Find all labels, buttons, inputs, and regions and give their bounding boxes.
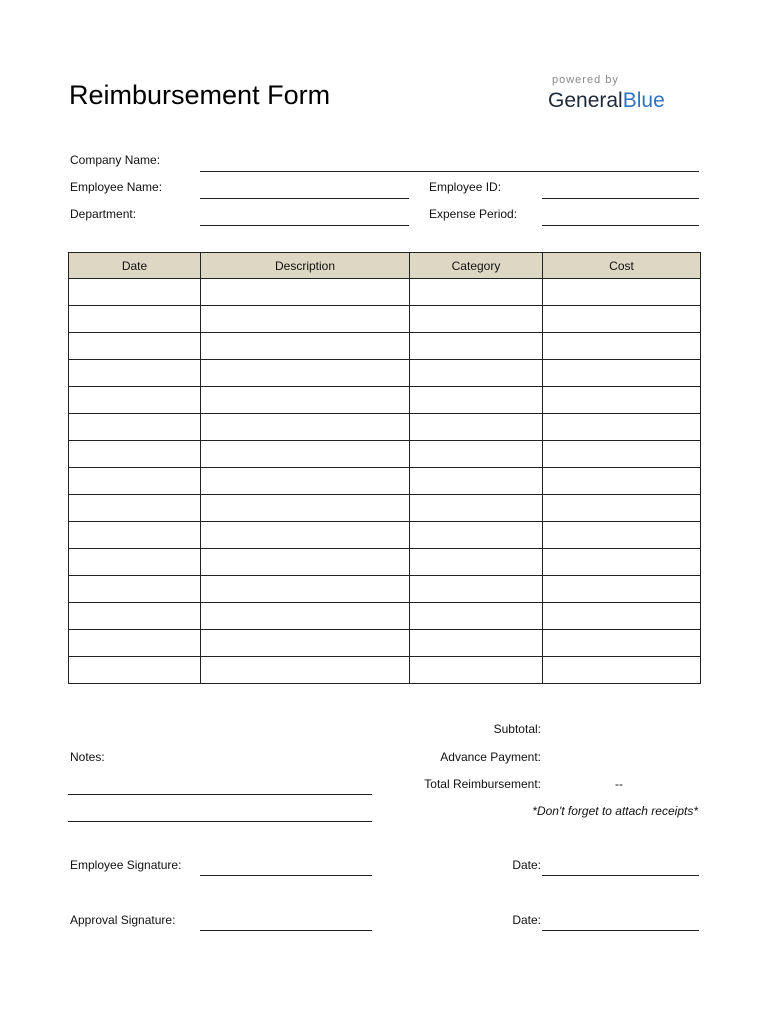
table-row	[69, 576, 701, 603]
table-row	[69, 414, 701, 441]
cell-description[interactable]	[201, 603, 410, 630]
cell-category[interactable]	[410, 576, 543, 603]
cell-date[interactable]	[69, 603, 201, 630]
employee-signature-label: Employee Signature:	[70, 858, 182, 872]
cell-category[interactable]	[410, 630, 543, 657]
cell-description[interactable]	[201, 333, 410, 360]
brand-logo	[548, 89, 665, 113]
cell-category[interactable]	[410, 387, 543, 414]
cell-description[interactable]	[201, 576, 410, 603]
approval-date-label: Date:	[512, 913, 541, 927]
cell-cost[interactable]	[543, 522, 701, 549]
cell-cost[interactable]	[543, 495, 701, 522]
powered-by-text: powered by	[552, 74, 619, 86]
table-header-row	[69, 253, 701, 279]
cell-cost[interactable]	[543, 360, 701, 387]
cell-cost[interactable]	[543, 630, 701, 657]
notes-line-1[interactable]	[68, 794, 372, 795]
table-row	[69, 549, 701, 576]
cell-date[interactable]	[69, 657, 201, 684]
column-header-category: Category	[410, 253, 543, 279]
cell-category[interactable]	[410, 414, 543, 441]
cell-category[interactable]	[410, 333, 543, 360]
column-header-date: Date	[69, 253, 201, 279]
cell-cost[interactable]	[543, 414, 701, 441]
cell-date[interactable]	[69, 387, 201, 414]
cell-description[interactable]	[201, 279, 410, 306]
total-reimbursement-label: Total Reimbursement:	[424, 777, 541, 791]
cell-description[interactable]	[201, 441, 410, 468]
brand-logo-part2: Blue	[622, 89, 665, 112]
cell-date[interactable]	[69, 279, 201, 306]
cell-category[interactable]	[410, 279, 543, 306]
cell-description[interactable]	[201, 468, 410, 495]
notes-line-2[interactable]	[68, 821, 372, 822]
cell-date[interactable]	[69, 495, 201, 522]
cell-category[interactable]	[410, 360, 543, 387]
department-label: Department:	[70, 207, 137, 221]
cell-cost[interactable]	[543, 657, 701, 684]
cell-description[interactable]	[201, 630, 410, 657]
cell-cost[interactable]	[543, 576, 701, 603]
column-header-description: Description	[201, 253, 410, 279]
cell-date[interactable]	[69, 576, 201, 603]
cell-description[interactable]	[201, 387, 410, 414]
cell-description[interactable]	[201, 657, 410, 684]
cell-date[interactable]	[69, 360, 201, 387]
approval-signature-label: Approval Signature:	[70, 913, 176, 927]
cell-description[interactable]	[201, 414, 410, 441]
cell-description[interactable]	[201, 306, 410, 333]
table-row	[69, 468, 701, 495]
cell-description[interactable]	[201, 360, 410, 387]
cell-cost[interactable]	[543, 306, 701, 333]
expense-period-label: Expense Period:	[429, 207, 518, 221]
cell-category[interactable]	[410, 495, 543, 522]
cell-cost[interactable]	[543, 468, 701, 495]
cell-category[interactable]	[410, 441, 543, 468]
approval-signature-field[interactable]	[200, 930, 372, 931]
notes-label: Notes:	[70, 750, 105, 764]
cell-category[interactable]	[410, 306, 543, 333]
table-row	[69, 387, 701, 414]
table-row	[69, 522, 701, 549]
cell-description[interactable]	[201, 549, 410, 576]
cell-category[interactable]	[410, 522, 543, 549]
cell-cost[interactable]	[543, 441, 701, 468]
table-row	[69, 495, 701, 522]
cell-date[interactable]	[69, 549, 201, 576]
employee-date-field[interactable]	[542, 875, 699, 876]
table-row	[69, 279, 701, 306]
table-row	[69, 360, 701, 387]
cell-cost[interactable]	[543, 549, 701, 576]
cell-date[interactable]	[69, 441, 201, 468]
company-name-field[interactable]	[200, 171, 699, 172]
employee-id-field[interactable]	[542, 198, 699, 199]
cell-category[interactable]	[410, 657, 543, 684]
brand-logo-part1: General	[548, 89, 623, 112]
cell-description[interactable]	[201, 495, 410, 522]
table-row	[69, 657, 701, 684]
subtotal-label: Subtotal:	[493, 722, 541, 736]
advance-payment-label: Advance Payment:	[440, 750, 541, 764]
expense-period-field[interactable]	[542, 225, 699, 226]
total-reimbursement-value: --	[615, 777, 623, 791]
department-field[interactable]	[200, 225, 409, 226]
employee-id-label: Employee ID:	[429, 180, 502, 194]
table-row	[69, 441, 701, 468]
cell-date[interactable]	[69, 306, 201, 333]
cell-date[interactable]	[69, 522, 201, 549]
cell-category[interactable]	[410, 603, 543, 630]
cell-cost[interactable]	[543, 279, 701, 306]
table-row	[69, 306, 701, 333]
cell-cost[interactable]	[543, 387, 701, 414]
cell-cost[interactable]	[543, 603, 701, 630]
cell-date[interactable]	[69, 630, 201, 657]
cell-date[interactable]	[69, 414, 201, 441]
form-title: Reimbursement Form	[69, 80, 331, 110]
employee-signature-field[interactable]	[200, 875, 372, 876]
cell-category[interactable]	[410, 549, 543, 576]
cell-date[interactable]	[69, 468, 201, 495]
approval-date-field[interactable]	[542, 930, 699, 931]
employee-name-field[interactable]	[200, 198, 409, 199]
employee-date-label: Date:	[512, 858, 541, 872]
receipts-reminder: *Don't forget to attach receipts*	[532, 804, 698, 818]
cell-description[interactable]	[201, 522, 410, 549]
cell-cost[interactable]	[543, 333, 701, 360]
table-row	[69, 630, 701, 657]
expense-table	[68, 252, 701, 684]
table-row	[69, 603, 701, 630]
table-row	[69, 333, 701, 360]
company-name-label: Company Name:	[70, 153, 161, 167]
column-header-cost: Cost	[543, 253, 701, 279]
cell-date[interactable]	[69, 333, 201, 360]
employee-name-label: Employee Name:	[70, 180, 163, 194]
cell-category[interactable]	[410, 468, 543, 495]
